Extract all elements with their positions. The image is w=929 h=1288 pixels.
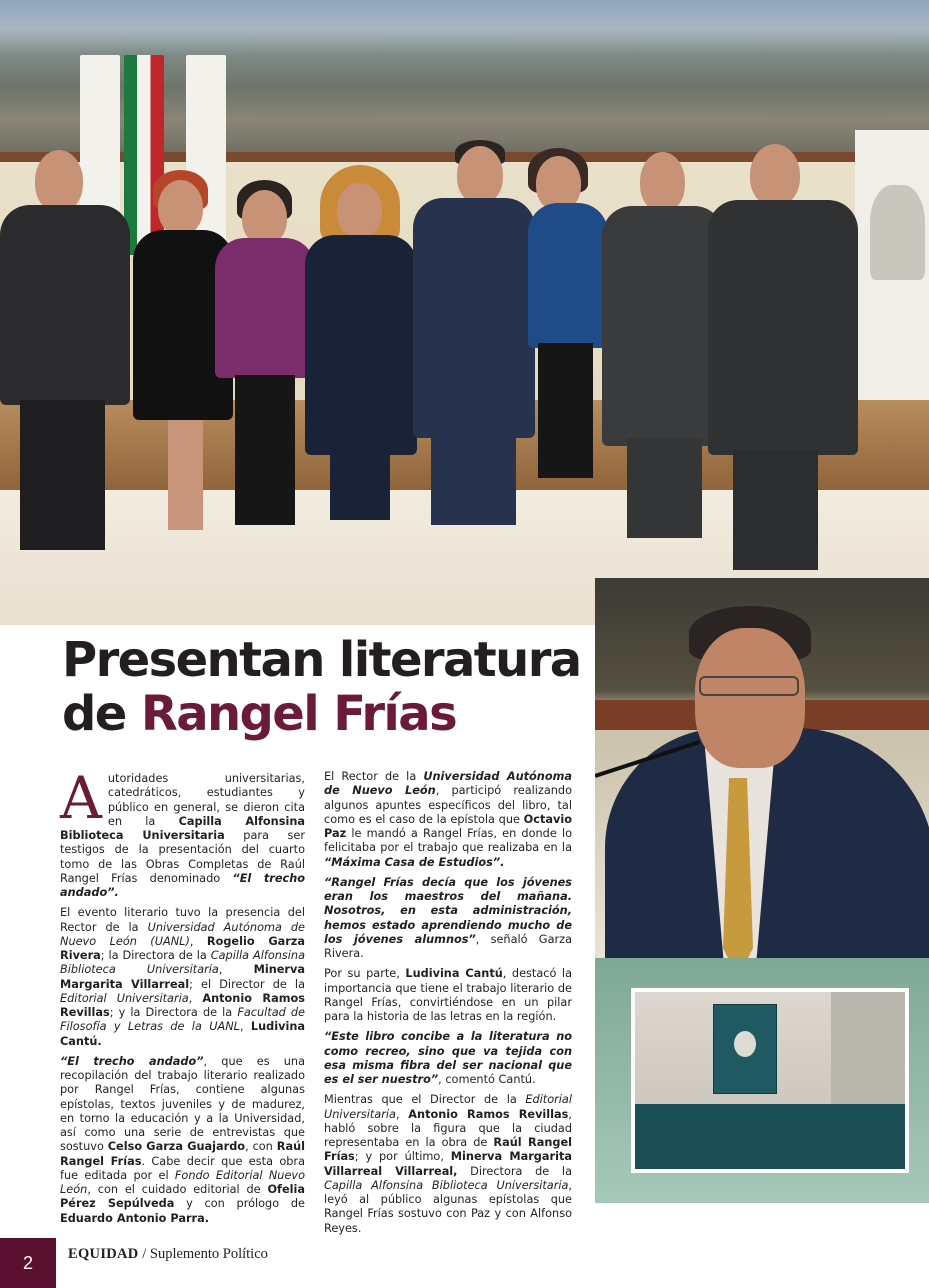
article-column-left — [60, 764, 306, 1232]
speaker-glasses — [699, 676, 799, 696]
book-title-quote: “El trecho andado”. — [60, 871, 305, 899]
text: ; y por último, — [354, 1150, 451, 1164]
text-italic: Editorial Universitaria — [324, 1093, 572, 1121]
text-italic: Facultad de Filosofía y Letras de la UANL — [60, 1006, 305, 1034]
footer-separator: / — [142, 1246, 147, 1262]
text: , — [189, 934, 207, 948]
text-bold: Eduardo Antonio Parra. — [60, 1211, 210, 1225]
text: Mientras que el Director de la — [324, 1093, 526, 1107]
flag-mexico — [124, 55, 164, 255]
paragraph — [324, 967, 572, 1024]
text-bold: Ludivina Cantú — [405, 967, 503, 981]
text-bold: Antonio Ramos Revillas — [408, 1107, 569, 1121]
text: y con prólogo de — [174, 1197, 305, 1211]
text-bold: Minerva Margarita Villarreal Villarreal, — [324, 1150, 572, 1178]
book-cover — [713, 1004, 777, 1094]
headline-line-2-name: Rangel Frías — [140, 686, 457, 742]
text-bold: Ofelia Pérez Sepúlveda — [60, 1183, 305, 1211]
group-photo — [0, 0, 929, 625]
publication-line — [68, 1246, 268, 1263]
text: Directora de la — [457, 1164, 572, 1178]
text: Por su parte, — [324, 967, 406, 981]
article-column-middle — [324, 770, 572, 1242]
paragraph — [324, 876, 572, 962]
headline-line-2-prefix: de — [62, 686, 141, 742]
publication-name: EQUIDAD — [68, 1246, 139, 1262]
text: ; la Directora de la — [100, 949, 211, 962]
paragraph — [60, 764, 305, 900]
book-title-quote: “El trecho andado” — [60, 1054, 204, 1068]
section-name: Suplemento Político — [149, 1246, 268, 1262]
text: , leyó al público algunas epístolas que Rangel Frías sostuvo con Paz y con Alfonso Reyes. — [324, 1178, 572, 1235]
book-portrait — [734, 1031, 756, 1057]
text: El Rector de la — [324, 770, 424, 783]
text-bold: Raúl Rangel Frías — [60, 1140, 305, 1168]
headline — [62, 633, 582, 741]
pull-quote: “Rangel Frías decía que los jóvenes eran los maestros del mañana. Nosotros, en esta administración, hemos estado aprendiendo mucho de los jóvenes alumnos” — [324, 875, 572, 946]
text: , que es una recopilación del trabajo literario realizado por Rangel Frías, contiene algunas epístolas, textos juveniles y de madurez, en torno la educación y a la Universidad, así como una serie de entrevistas que sostuvo — [60, 1054, 305, 1154]
text-italic: Capilla Alfonsina Biblioteca Universitaria — [60, 949, 305, 977]
paragraph — [60, 1055, 305, 1226]
text-bold: Antonio Ramos Revillas — [60, 991, 305, 1019]
text: ; el Director de la — [189, 977, 305, 991]
text-bold: Octavio Paz — [324, 812, 572, 840]
text-bold-italic: Universidad Autónoma de Nuevo León — [324, 770, 573, 798]
text: , señaló Garza Rivera. — [324, 932, 572, 960]
text-italic: Universidad Autónoma de Nuevo León (UANL) — [60, 920, 305, 948]
text: ; y la Directora de la — [109, 1006, 238, 1019]
text: , comentó Cantú. — [438, 1073, 536, 1086]
book-stack — [635, 1104, 905, 1169]
paragraph — [60, 906, 305, 1049]
page-number: 2 — [0, 1238, 56, 1288]
paragraph — [324, 1030, 572, 1087]
speaker-face — [695, 628, 805, 768]
headline-line-1: Presentan literatura — [62, 632, 581, 688]
text: , con — [245, 1140, 277, 1154]
text-italic: Editorial Universitaria — [60, 991, 189, 1005]
text: , — [395, 1107, 409, 1121]
text-bold-italic: “Máxima Casa de Estudios”. — [324, 855, 505, 869]
text: , participó realizando algunos apuntes específicos del libro, tal como es el caso de la epístola que — [324, 784, 572, 826]
text: , — [218, 963, 254, 977]
text-bold: Capilla Alfonsina Biblioteca Universitaria — [60, 814, 305, 842]
text: El evento literario tuvo la presencia del Rector de la — [60, 906, 305, 934]
window — [831, 992, 905, 1104]
text-bold: Raúl Rangel Frías — [324, 1136, 573, 1164]
dropcap: A — [60, 764, 102, 832]
text: . Cabe decir que esta obra fue editada por el — [60, 1154, 305, 1182]
text-italic: Fondo Editorial Nuevo León — [60, 1168, 305, 1196]
text: le mandó a Rangel Frías, en donde lo felicitaba por el trabajo que realizaba en la — [324, 827, 572, 855]
book-photo — [631, 988, 909, 1173]
text: utoridades universitarias, catedráticos, estudiantes y público en general, se dieron cita en la — [107, 772, 305, 828]
text: , con el cuidado editorial de — [87, 1183, 268, 1196]
text-bold: Celso Garza Guajardo — [107, 1140, 246, 1154]
paragraph — [324, 770, 572, 870]
text: , habló sobre la figura que la ciudad representaba en la obra de — [324, 1107, 572, 1149]
paragraph — [324, 1093, 572, 1236]
text-bold: Minerva Margarita Villarreal — [60, 963, 305, 991]
text-bold: Ludivina Cantú. — [60, 1020, 305, 1048]
text: para ser testigos de la presentación del cuarto tomo de las Obras Completas de Raúl Rangel Frías denominado — [60, 829, 305, 885]
text: , destacó la importancia que tiene el trabajo literario de Rangel Frías, convirtiéndose en un pilar para la historia de las letras en la región. — [324, 967, 572, 1023]
pull-quote: “Este libro concibe a la literatura no como recreo, sino que va tejida con esa misma fibra del ser nacional que es el ser nuestro” — [324, 1030, 572, 1086]
banner-portrait — [870, 185, 925, 280]
text-italic: Capilla Alfonsina Biblioteca Universitaria — [324, 1178, 569, 1192]
page-footer — [0, 1238, 929, 1288]
text-bold: Rogelio Garza Rivera — [60, 934, 306, 962]
text: , — [239, 1020, 251, 1034]
text: , — [188, 991, 203, 1005]
